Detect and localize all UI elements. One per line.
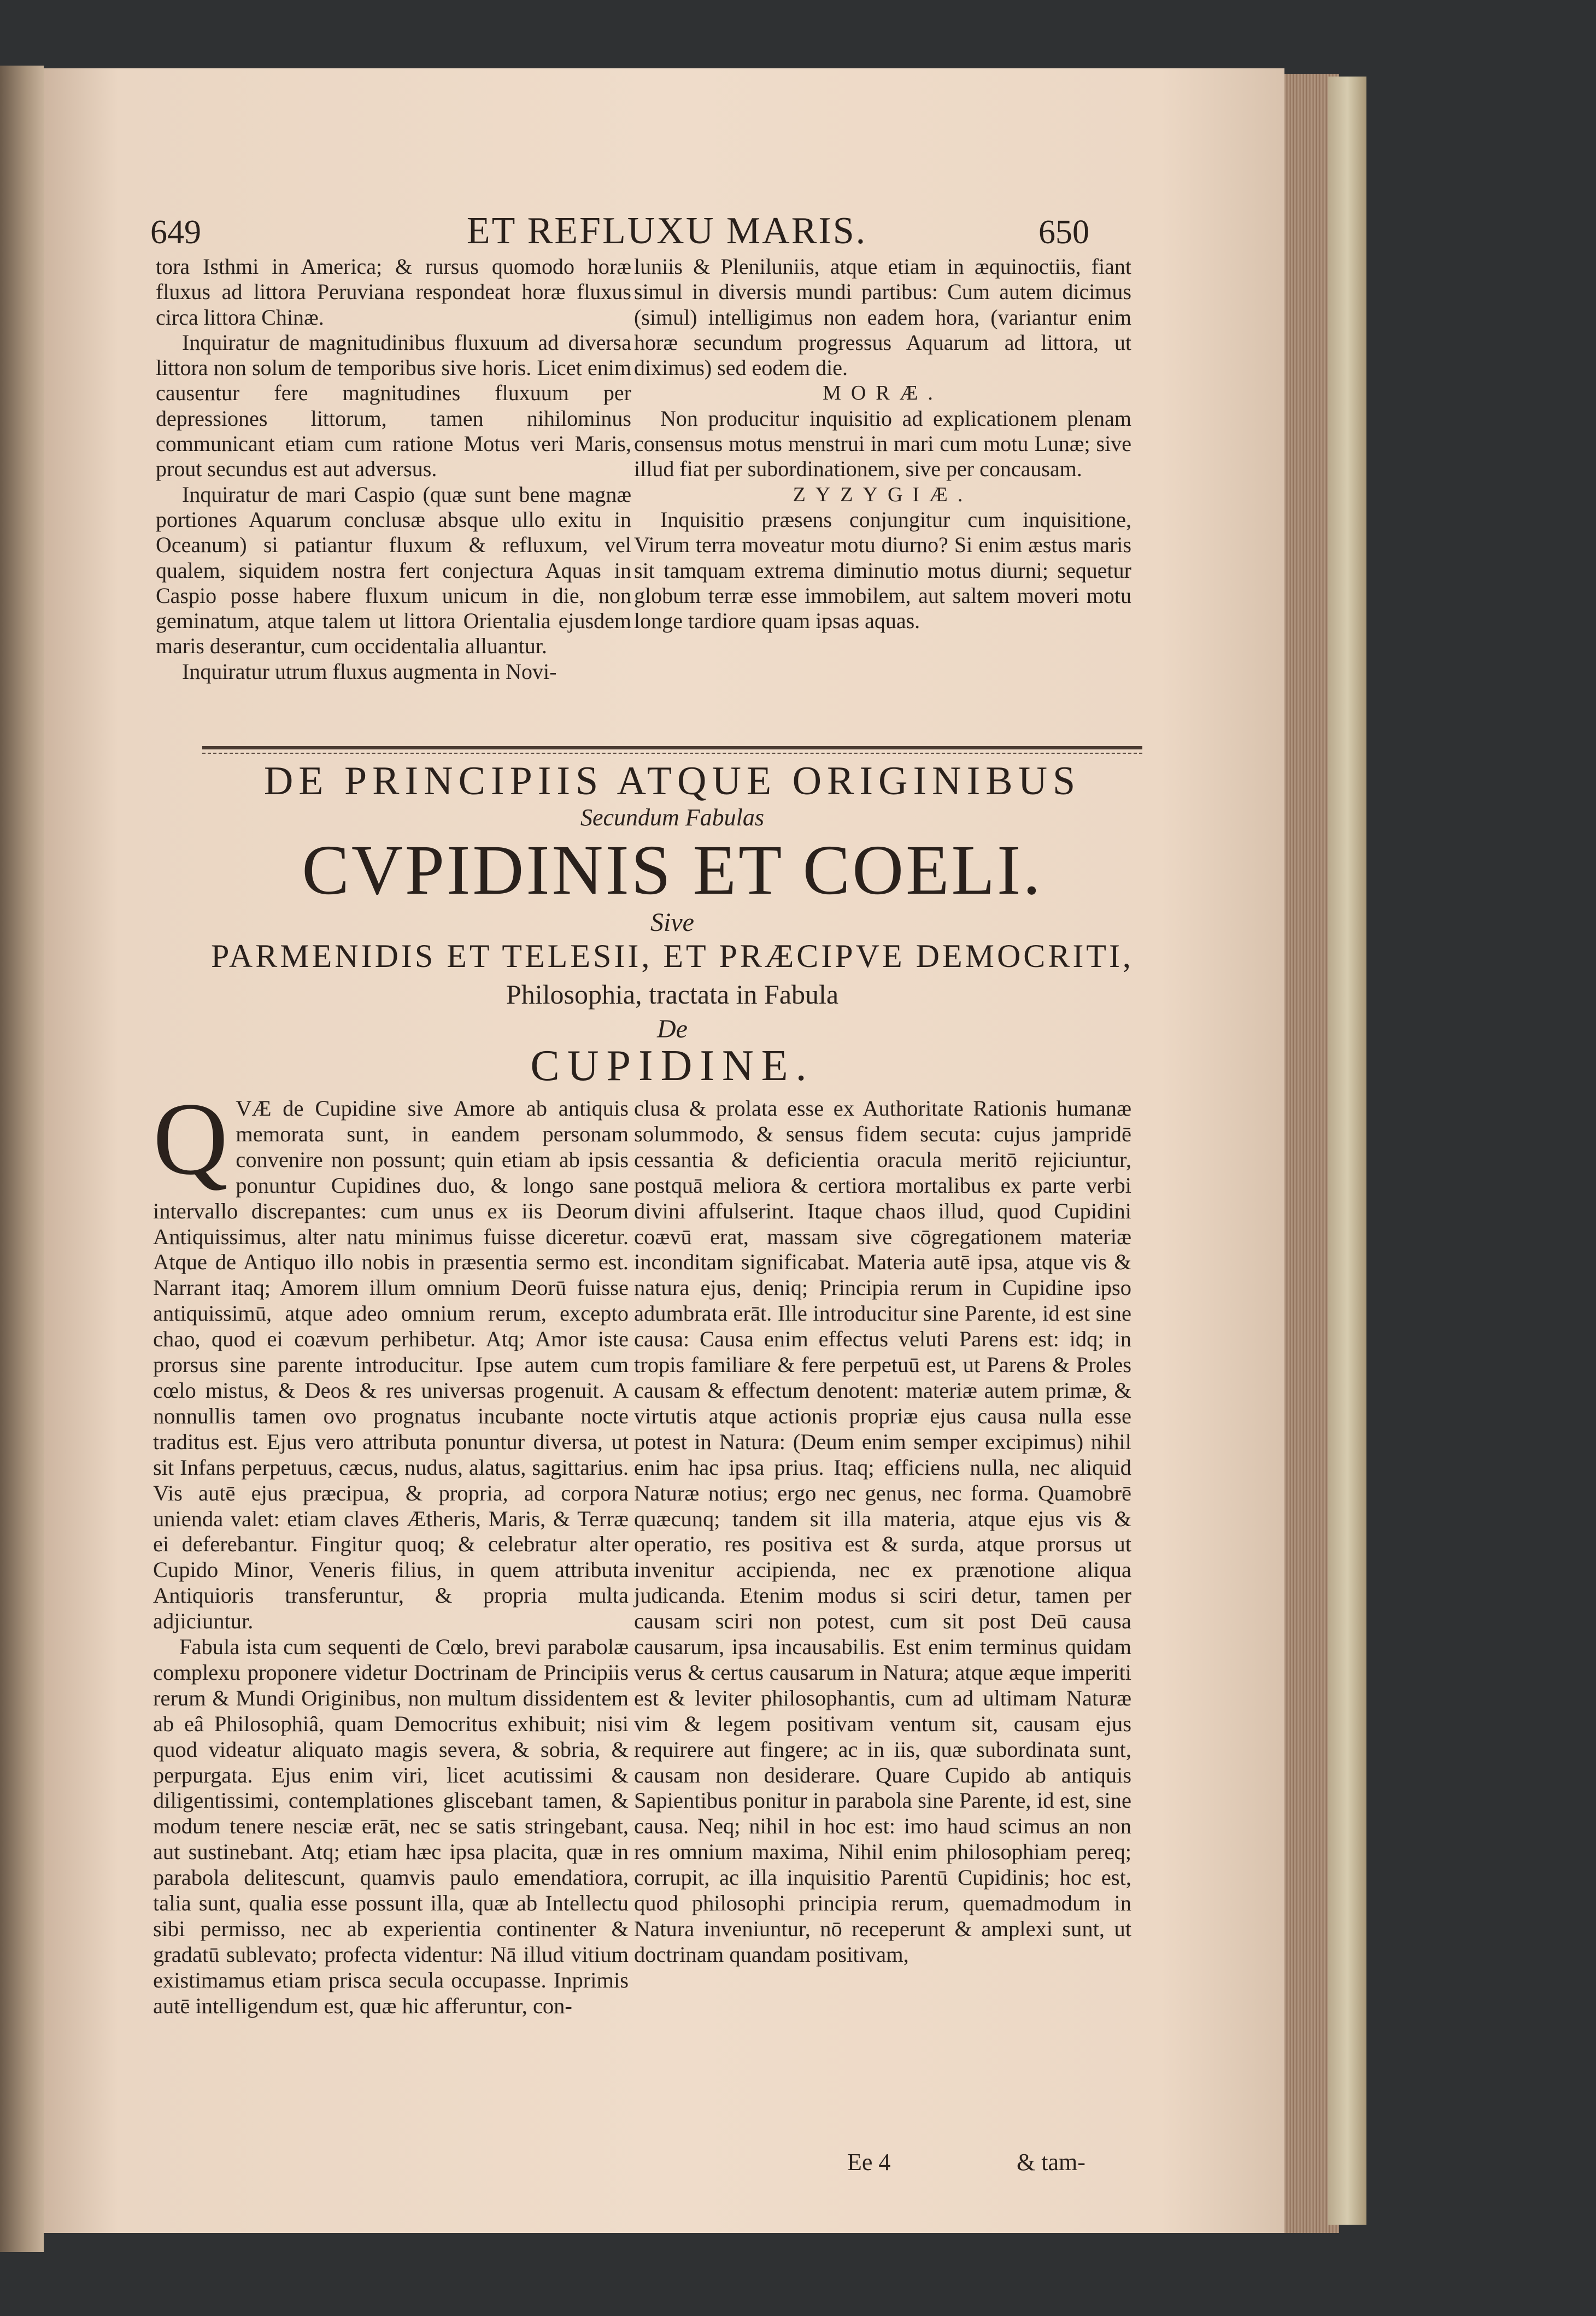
book-cover-edge xyxy=(1328,77,1366,2225)
section-title: CUPIDINE. xyxy=(530,1042,814,1090)
title-line-7: De xyxy=(657,1015,688,1043)
body-right-column xyxy=(634,1096,1131,1968)
book-page xyxy=(44,68,1284,2233)
paragraph: Fabula ista cum sequenti de Cœlo, brevi parabolæ complexu proponere videtur Doctrinam de Principiis rerum & Mundi Originibus, non multum dissidentem ab eâ Philosophiâ, quam Democritus exhibuit; nisi quod videatur aliquato magis severa, & sobria, & perpurgata. Ejus enim viri, licet acutissimi & diligentissimi, contemplationes gliscebant tamen, & modum tenere nesciæ erāt, nec se satis stringebant, aut sustinebant. Atq; etiam hæc ipsa placita, quæ in parabola delitescunt, quamvis paulo emendatiora, talia sunt, qualia esse possunt illa, quæ ab Intellectu sibi permisso, nec ab experientia continenter & gradatū sublevato; profecta videntur: Nā illud vitium existimamus etiam prisca secula occupasse. Inprimis autē intelligendum est, quæ hic afferuntur, con- xyxy=(153,1634,629,2018)
left-page-number: 649 xyxy=(150,214,201,251)
paragraph: clusa & prolata esse ex Authoritate Rationis humanæ solummodo, & sensus fidem secuta: cujus jampridē cessantia & deficientia oracula meritō rejiciuntur, postquā meliora & certiora mortalibus ex parte verbi divini affulserint. Itaque chaos illud, quod Cupidini coævū erat, massam sive cōgregationem materiæ inconditam significabat. Materia autē ipsa, atque vis & natura ejus, deniq; Principia rerum in Cupidine ipso adumbrata erāt. Ille introducitur sine Parente, id est sine causa: Causa enim effectus veluti Parens est: idq; in tropis familiare & fere perpetuū est, ut Parens & Proles causam & effectum denotent: materiæ autem primæ, & virtutis atque actionis propriæ ejus causa nulla esse potest in Natura: (Deum enim semper excipimus) nihil enim hac ipsa prius. Itaq; efficiens nulla, nec aliquid Naturæ notius; ergo nec genus, nec forma. Quamobrē quæcunq; tandem sit illa materia, atque ejus vis & operatio, res positiva est & surda, atque prorsus ut invenitur accipienda, nec ex prænotione aliqua judicanda. Etenim modus si sciri detur, tamen per causam sciri non potest, cum sit post Deū causa causarum, ipsa incausabilis. Est enim terminus quidam verus & certus causarum in Natura; atque æque imperiti est & leviter philosophantis, cum ad ultimam Naturæ vim & legem positivam ventum sit, causam ejus requirere aut fingere; ac in iis, quæ subordinata sunt, causam non desiderare. Quare Cupido ab antiquis Sapientibus ponitur in parabola sine Parente, id est, sine causa. Neq; nihil in hoc est: imo haud scimus an non res omnium maxima, Nihil enim philosophiam pereq; corrupit, ac illa inquisitio Parentū Cupidinis; hoc est, quod philosophi principia rerum, quemadmodum in Natura inveniuntur, nō receperunt & amplexi sunt, ut doctrinam quandam positivam, xyxy=(634,1096,1131,1967)
top-right-column xyxy=(634,254,1131,634)
body-left-column xyxy=(153,1082,629,2019)
title-line-4: Sive xyxy=(650,908,694,937)
paragraph: Non producitur inquisitio ad explicationem plenam consensus motus menstrui in mari cum motu Lunæ; sive illud fiat per subordinationem, sive per concausam. xyxy=(634,406,1131,482)
paragraph: Inquiratur de magnitudinibus fluxuum ad diversa littora non solum de temporibus sive horis. Licet enim causentur fere magnitudines fluxuum per depressiones littorum, tamen nihilominus communicant etiam cum ratione Motus veri Maris, prout secundus est aut adversus. xyxy=(156,330,631,482)
paragraph: tora Isthmi in America; & rursus quomodo horæ fluxus ad littora Peruviana respondeat horæ fluxus circa littora Chinæ. xyxy=(156,254,631,330)
running-title: ET REFLUXU MARIS. xyxy=(466,210,867,252)
section-heading-morae: MORÆ. xyxy=(823,382,943,405)
paragraph: Inquiratur utrum fluxus augmenta in Novi- xyxy=(182,659,557,684)
section-rule xyxy=(202,746,1142,749)
main-title: CVPIDINIS ET COELI. xyxy=(302,831,1043,910)
signature-mark: Ee 4 xyxy=(847,2149,891,2176)
title-line-5: PARMENIDIS ET TELESII, ET PRÆCIPVE DEMOCRITI, xyxy=(211,938,1134,974)
title-line-2: Secundum Fabulas xyxy=(580,804,765,831)
catchword: & tam- xyxy=(1017,2149,1085,2176)
title-line-1: DE PRINCIPIIS ATQUE ORIGINIBUS xyxy=(263,759,1081,804)
section-heading-zyzygiae: ZYZYGIÆ. xyxy=(793,483,973,506)
paragraph xyxy=(153,1082,629,1634)
paragraph: Inquisitio præsens conjungitur cum inquisitione, Virum terra moveatur motu diurno? Si enim æstus maris sit tamquam extrema diminutio motus diurni; sequetur globum terræ esse immobilem, aut saltem moveri motu longe tardiore quam ipsas aquas. xyxy=(634,507,1131,634)
paragraph-text: VÆ de Cupidine sive Amore ab antiquis memorata sunt, in eandem personam convenire non possunt; quin etiam ab ipsis ponuntur Cupidines duo, & longo sane intervallo discrepantes: cum unus ex iis Deorum Antiquissimus, alter natu minimus fuisse diceretur. Atque de Antiquo illo nobis in præsentia sermo est. Narrant itaq; Amorem illum omnium Deorū fuisse antiquissimū, atque adeo omnium rerum, excepto chao, quod ei coævum perhibetur. Atq; Amor iste prorsus sine parente introducitur. Ipse autem cum cœlo mistus, & Deos & res universas progenuit. A nonnullis tamen ovo prognatus incubante nocte traditus est. Ejus vero attributa ponuntur diversa, ut sit Infans perpetuus, cæcus, nudus, alatus, sagittarius. Vis autē ejus præcipua, & propria, ad corpora unienda valet: etiam claves Ætheris, Maris, & Terræ ei deferebantur. Fingitur quoq; & celebratur alter Cupido Minor, Veneris filius, in quem attributa Antiquioris transferuntur, & propria multa adjiciuntur. xyxy=(153,1096,629,1634)
drop-cap: Q xyxy=(153,1082,228,1197)
paragraph: Inquiratur de mari Caspio (quæ sunt bene magnæ portiones Aquarum conclusæ absque ullo exitu in Oceanum) si patiantur fluxum & refluxum, vel qualem, siquidem nostra fert conjectura Aquas in Caspio posse habere fluxum unicum in die, non geminatum, atque talem ut littora Orientalia ejusdem maris deserantur, cum occidentalia alluantur. xyxy=(156,482,631,659)
section-rule-dashed xyxy=(202,753,1142,754)
paragraph: luniis & Pleniluniis, atque etiam in æquinoctiis, fiant simul in diversis mundi partibus: Cum autem dicimus (simul) intelligimus non eadem hora, (variantur enim horæ secundum progressus Aquarum ad littora, ut diximus) sed eodem die. xyxy=(634,254,1131,380)
left-page-edge xyxy=(0,66,44,2252)
right-page-number: 650 xyxy=(1038,214,1089,251)
top-left-column xyxy=(156,254,631,684)
title-line-6: Philosophia, tractata in Fabula xyxy=(506,979,839,1010)
